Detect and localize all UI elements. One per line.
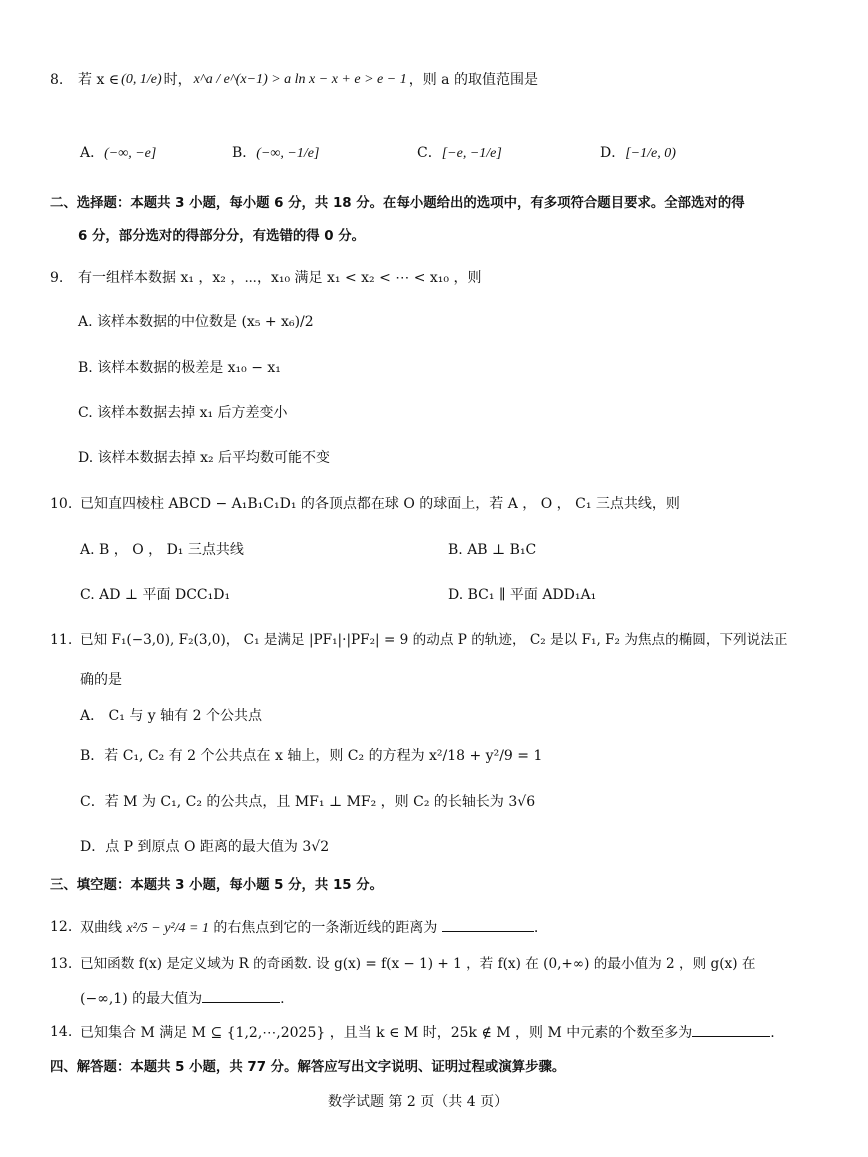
q12-number: 12. (50, 919, 73, 935)
q14-text (80, 1022, 775, 1043)
q11-stem-line2: 确的是 (80, 672, 122, 688)
q11-number: 11. (50, 632, 73, 648)
q8-inequality: x^a / e^(x−1) > a ln x − x + e > e − 1 (193, 72, 407, 87)
q14-end: . (770, 1025, 775, 1041)
q8-stem (78, 62, 538, 98)
q10-number: 10. (50, 496, 73, 512)
q8-stem-pre: 若 x ∈ (78, 72, 120, 88)
q13-line2 (80, 988, 285, 1009)
q10-option-d: D. BC₁ ∥ 平面 ADD₁A₁ (448, 587, 597, 603)
q8-interval: (0, 1/e) (121, 72, 162, 87)
q9-option-b: B. 该样本数据的极差是 x₁₀ − x₁ (78, 360, 281, 376)
q10-option-a: A. B ， O ， D₁ 三点共线 (80, 542, 244, 558)
q13-number: 13. (50, 956, 73, 972)
section2-title-line2: 6 分，部分选对的得部分分，有选错的得 0 分。 (78, 229, 366, 244)
q10-option-b: B. AB ⊥ B₁C (448, 542, 537, 558)
q9-option-c: C. 该样本数据去掉 x₁ 后方差变小 (78, 405, 288, 421)
q8-option-a: A．(−∞, −e] (80, 145, 157, 161)
q8-number: 8. (50, 72, 64, 88)
q12-text (80, 917, 538, 939)
q14-stem: 已知集合 M 满足 M ⊆ {1,2,⋯,2025} ，且当 k ∈ M 时，25k ∉ M ，则 M 中元素的个数至多为 (80, 1025, 693, 1041)
q8-stem-post: ，则 a 的取值范围是 (408, 72, 538, 88)
q10-stem: 已知直四棱柱 ABCD − A₁B₁C₁D₁ 的各顶点都在球 O 的球面上，若 A ， O ， C₁ 三点共线，则 (80, 496, 680, 512)
q12-post: 的右焦点到它的一条渐近线的距离为 (213, 920, 438, 936)
q11-option-c: C．若 M 为 C₁, C₂ 的公共点，且 MF₁ ⊥ MF₂ ，则 C₂ 的长轴长为 3√6 (80, 794, 536, 810)
q9-option-d: D. 该样本数据去掉 x₂ 后平均数可能不变 (78, 450, 331, 466)
q14-number: 14. (50, 1024, 73, 1040)
q14-answer-blank[interactable] (692, 1022, 770, 1037)
q8-option-d: D．[−1/e, 0) (600, 145, 676, 161)
section2-title-line1: 二、选择题：本题共 3 小题，每小题 6 分，共 18 分。在每小题给出的选项中，有多项符合题目要求。全部选对的得 (50, 196, 745, 211)
page-footer: 数学试题 第 2 页（共 4 页） (328, 1094, 509, 1110)
q12-pre: 双曲线 (80, 920, 122, 936)
q12-end: . (533, 920, 539, 936)
section4-title: 四、解答题：本题共 5 小题，共 77 分。解答应写出文字说明、证明过程或演算步骤。 (50, 1060, 566, 1075)
q10-option-c: C. AD ⊥ 平面 DCC₁D₁ (80, 587, 231, 603)
q11-option-a: A． C₁ 与 y 轴有 2 个公共点 (80, 708, 262, 724)
section3-title: 三、填空题：本题共 3 小题，每小题 5 分，共 15 分。 (50, 878, 384, 893)
q11-stem-line1: 已知 F₁(−3,0), F₂(3,0)， C₁ 是满足 |PF₁|·|PF₂| = 9 的动点 P 的轨迹， C₂ 是以 F₁, F₂ 为焦点的椭圆，下列说法正 (80, 632, 788, 648)
q12-answer-blank[interactable] (442, 917, 534, 932)
q9-option-a: A. 该样本数据的中位数是 (x₅ + x₆)/2 (78, 314, 314, 330)
q12-equation: x²/5 − y²/4 = 1 (126, 921, 209, 936)
q8-stem-mid: 时， (163, 72, 192, 88)
q11-option-d: D．点 P 到原点 O 距离的最大值为 3√2 (80, 839, 330, 855)
q13-end: . (280, 991, 285, 1007)
q8-option-b: B．(−∞, −1/e] (232, 145, 320, 161)
q9-number: 9. (50, 270, 64, 286)
q13-line2-pre: (−∞,1) 的最大值为 (80, 991, 203, 1007)
q9-stem: 有一组样本数据 x₁ ，x₂ ，⋯，x₁₀ 满足 x₁ < x₂ < ⋯ < x₁₀ ，则 (78, 270, 482, 286)
q8-option-c: C．[−e, −1/e] (417, 145, 502, 161)
q13-answer-blank[interactable] (202, 988, 280, 1003)
q11-option-b: B．若 C₁, C₂ 有 2 个公共点在 x 轴上，则 C₂ 的方程为 x²/18 + y²/9 = 1 (80, 748, 543, 764)
q13-line1: 已知函数 f(x) 是定义域为 R 的奇函数. 设 g(x) = f(x − 1) + 1 ，若 f(x) 在 (0,+∞) 的最小值为 2 ，则 g(x) 在 (80, 956, 756, 972)
